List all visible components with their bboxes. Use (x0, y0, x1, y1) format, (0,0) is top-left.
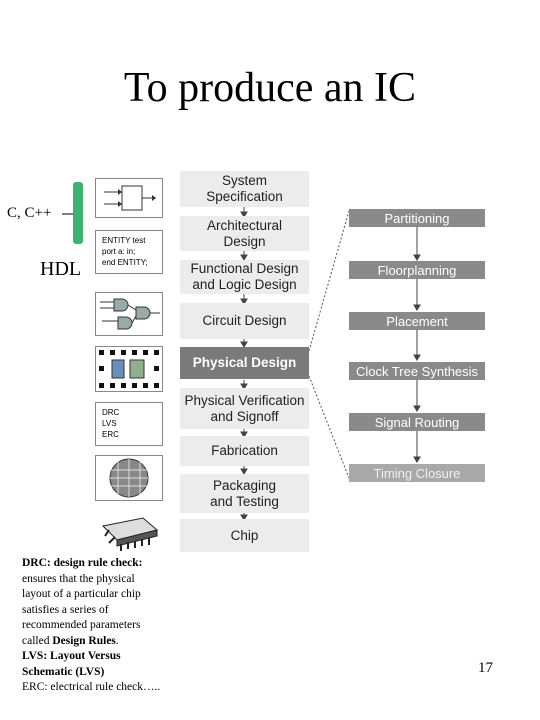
stage-physical-verification (180, 388, 309, 429)
entity-line-2: port a: in; (102, 247, 136, 256)
c-cpp-label: C, C++ (7, 205, 52, 221)
notes-block (22, 556, 192, 696)
stage-fabrication (180, 436, 309, 466)
lvs-heading: LVS: Layout Versus (22, 650, 121, 662)
stage-line: and Logic Design (192, 277, 297, 292)
stage-line: Physical Verification (184, 392, 305, 408)
wafer-icon (95, 455, 163, 501)
stage-chip (180, 519, 309, 552)
stage-functional-logic-design (180, 260, 309, 294)
stage-line: Design (223, 233, 266, 249)
design-rules-term: Design Rules (52, 634, 116, 647)
drc-icon-line: DRC (102, 408, 120, 417)
entity-code-icon (95, 230, 163, 274)
layout-icon (95, 346, 163, 392)
block-diagram-graphic (96, 179, 162, 217)
layout-graphic (96, 347, 162, 391)
stage-line: Functional Design (190, 261, 299, 276)
hdl-label: HDL (40, 258, 82, 280)
stage-physical-design (180, 347, 309, 379)
stage-line: Fabrication (211, 443, 278, 458)
drc-period: . (115, 634, 119, 647)
drc-line: ensures that the physical (22, 572, 135, 585)
step-placement: Placement (349, 312, 485, 330)
stage-line: Physical Design (192, 355, 297, 370)
stage-line: Circuit Design (202, 313, 287, 328)
lvs-heading-2: Schematic (LVS) (22, 665, 105, 678)
stage-circuit-design (180, 303, 309, 339)
stage-line: and Signoff (210, 408, 279, 424)
drc-rules-line (22, 634, 192, 650)
drc-line: layout of a particular chip (22, 588, 141, 600)
slide-title: To produce an IC (123, 65, 417, 111)
logic-gates-graphic (96, 293, 162, 335)
step-partitioning: Partitioning (349, 209, 485, 227)
step-floorplanning: Floorplanning (349, 261, 485, 279)
entity-line-1: ENTITY test (102, 236, 146, 245)
stage-line: Specification (206, 189, 283, 204)
chip-package-graphic (95, 510, 163, 554)
stage-line: and Testing (210, 493, 279, 509)
stage-line: Architectural (206, 217, 283, 233)
logic-gates-icon (95, 292, 163, 336)
stage-line: Chip (230, 527, 259, 543)
drc-line: satisfies a series of (22, 603, 109, 616)
chip-package-icon (95, 510, 163, 554)
lvs-icon-line: LVS (102, 419, 117, 428)
page-number: 17 (478, 660, 493, 676)
step-clock-tree-synthesis: Clock Tree Synthesis (349, 362, 485, 380)
drc-line: recommended parameters (22, 619, 141, 631)
block-diagram-icon (95, 178, 163, 218)
drc-called: called (22, 634, 53, 647)
stage-line: System (221, 173, 267, 188)
stage-architectural-design (180, 216, 309, 251)
stage-system-specification (180, 171, 309, 207)
drc-heading: DRC: design rule check: (22, 557, 143, 569)
erc-icon-line: ERC (102, 430, 119, 439)
step-signal-routing: Signal Routing (349, 413, 485, 431)
stage-line: Packaging (212, 477, 277, 493)
erc-line: ERC: electrical rule check….. (22, 681, 161, 693)
wafer-graphic (96, 456, 162, 500)
step-timing-closure: Timing Closure (349, 464, 485, 482)
stage-packaging-testing (180, 474, 309, 513)
drc-lvs-erc-icon (95, 402, 163, 446)
entity-line-3: end ENTITY; (102, 258, 148, 267)
